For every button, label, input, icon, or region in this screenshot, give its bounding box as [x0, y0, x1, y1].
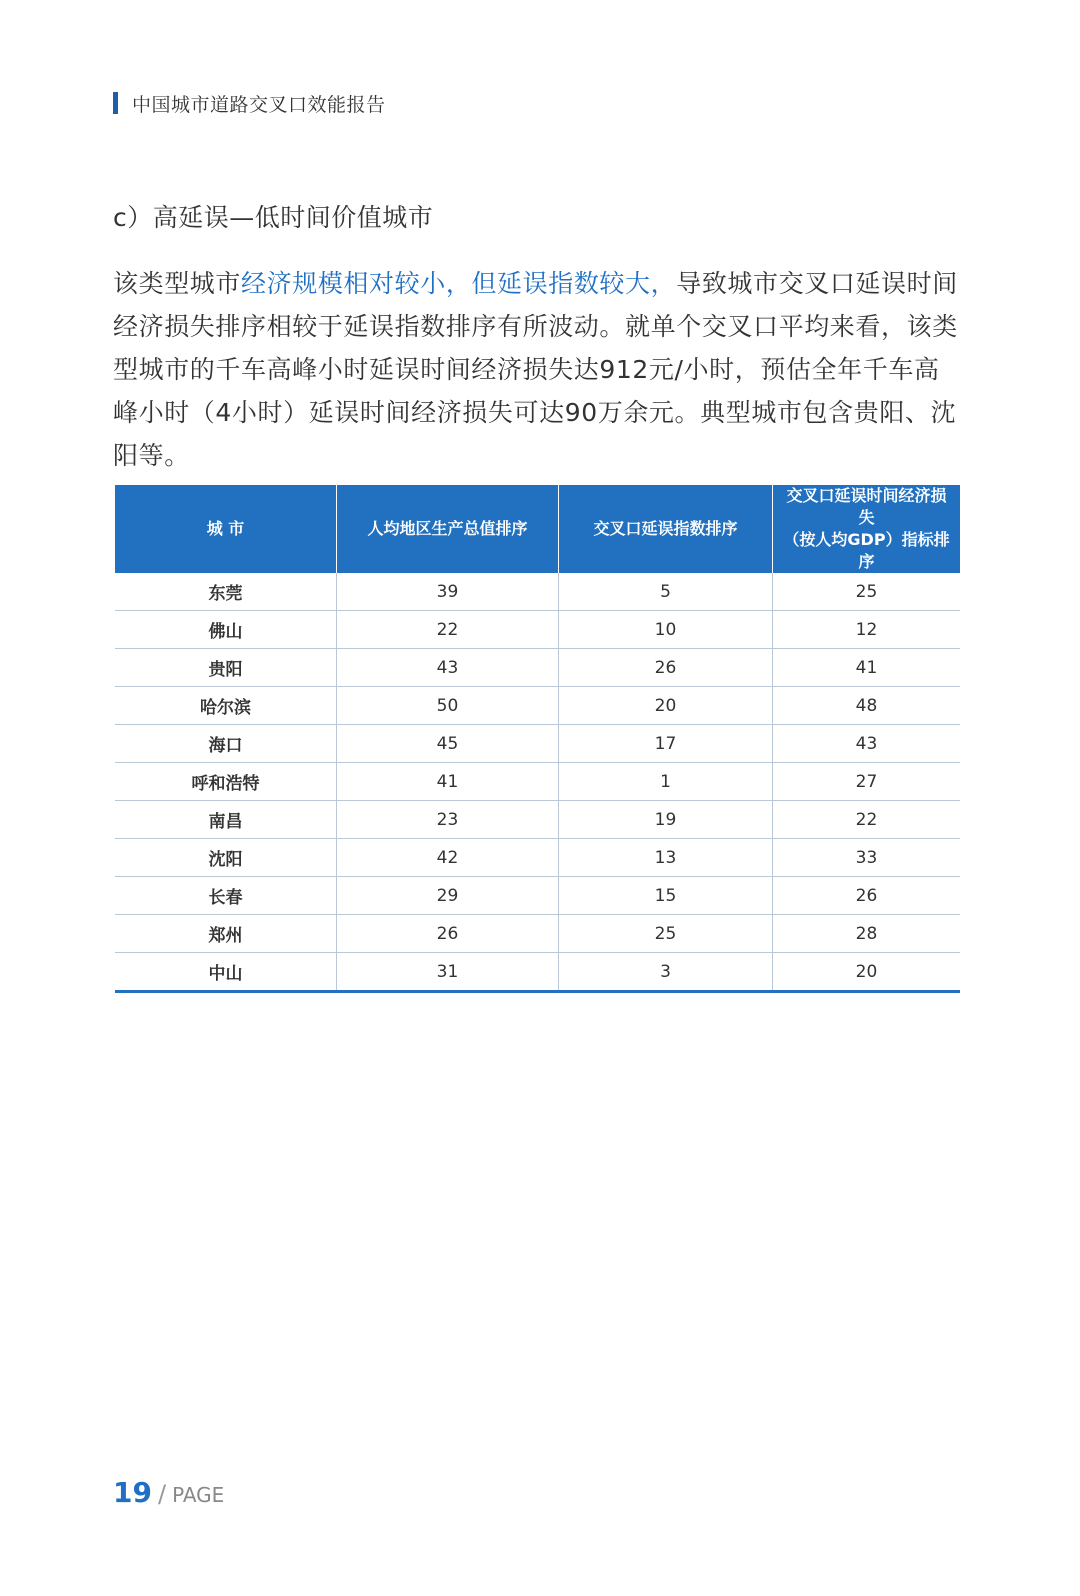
table-row: [115, 725, 960, 763]
paragraph-rest: 导致城市交叉口延误时间经济损失排序相较于延误指数排序有所波动。就单个交叉口平均来看，该类型城市的千车高峰小时延误时间经济损失达912元/小时，预估全年千车高峰小时（4小时）延误时间经济损失可达90万余元。典型城市包含贵阳、沈阳等。: [113, 269, 958, 470]
table-row: [115, 839, 960, 877]
city-name-cell: 郑州: [115, 915, 337, 953]
table-row: [115, 877, 960, 915]
rank-cell: 33: [773, 839, 961, 877]
rank-cell: 1: [559, 763, 773, 801]
column-header-city: 城 市: [115, 485, 337, 573]
rank-cell: 25: [559, 915, 773, 953]
column-header-delay-index-rank: 交叉口延误指数排序: [559, 485, 773, 573]
rank-cell: 17: [559, 725, 773, 763]
rank-cell: 22: [337, 611, 559, 649]
city-name-cell: 海口: [115, 725, 337, 763]
table-row: [115, 915, 960, 953]
city-name-cell: 东莞: [115, 573, 337, 611]
rank-cell: 42: [337, 839, 559, 877]
rank-cell: 12: [773, 611, 961, 649]
rank-cell: 43: [773, 725, 961, 763]
rank-cell: 25: [773, 573, 961, 611]
page-number: 19: [113, 1476, 152, 1509]
column-header-economic-loss-rank: 交叉口延误时间经济损失 （按人均GDP）指标排序: [773, 485, 961, 573]
rank-cell: 3: [559, 953, 773, 992]
city-name-cell: 中山: [115, 953, 337, 992]
rank-cell: 41: [773, 649, 961, 687]
rank-cell: 50: [337, 687, 559, 725]
rank-cell: 27: [773, 763, 961, 801]
rank-cell: 26: [559, 649, 773, 687]
rank-cell: 43: [337, 649, 559, 687]
table-row: [115, 573, 960, 611]
rank-cell: 15: [559, 877, 773, 915]
rank-cell: 45: [337, 725, 559, 763]
report-header: [113, 92, 386, 114]
report-title: 中国城市道路交叉口效能报告: [132, 93, 386, 116]
city-name-cell: 佛山: [115, 611, 337, 649]
header-accent-bar: [113, 92, 118, 114]
paragraph-lead: 该类型城市: [113, 269, 242, 298]
rank-cell: 29: [337, 877, 559, 915]
page-footer: [113, 1476, 224, 1509]
column-header-gdp-rank: 人均地区生产总值排序: [337, 485, 559, 573]
table-row: [115, 687, 960, 725]
rank-cell: 31: [337, 953, 559, 992]
page-separator: /: [157, 1480, 167, 1508]
table-row: [115, 611, 960, 649]
city-name-cell: 沈阳: [115, 839, 337, 877]
rank-cell: 10: [559, 611, 773, 649]
section-title: c）高延误—低时间价值城市: [113, 203, 434, 232]
rank-cell: 48: [773, 687, 961, 725]
rank-cell: 41: [337, 763, 559, 801]
rank-cell: 20: [773, 953, 961, 992]
city-name-cell: 长春: [115, 877, 337, 915]
rank-cell: 23: [337, 801, 559, 839]
rank-cell: 28: [773, 915, 961, 953]
rank-cell: 26: [337, 915, 559, 953]
table-row: [115, 953, 960, 992]
page-label: PAGE: [172, 1483, 225, 1507]
city-name-cell: 南昌: [115, 801, 337, 839]
city-name-cell: 贵阳: [115, 649, 337, 687]
table-row: [115, 649, 960, 687]
rank-cell: 13: [559, 839, 773, 877]
body-paragraph: [113, 262, 965, 477]
city-name-cell: 呼和浩特: [115, 763, 337, 801]
rank-cell: 26: [773, 877, 961, 915]
rank-cell: 39: [337, 573, 559, 611]
paragraph-highlight: 经济规模相对较小，但延误指数较大，: [241, 269, 677, 298]
rank-cell: 20: [559, 687, 773, 725]
city-ranking-table: [115, 485, 960, 993]
table-header-row: [115, 485, 960, 573]
table-row: [115, 763, 960, 801]
table-row: [115, 801, 960, 839]
rank-cell: 19: [559, 801, 773, 839]
rank-cell: 22: [773, 801, 961, 839]
rank-cell: 5: [559, 573, 773, 611]
city-name-cell: 哈尔滨: [115, 687, 337, 725]
